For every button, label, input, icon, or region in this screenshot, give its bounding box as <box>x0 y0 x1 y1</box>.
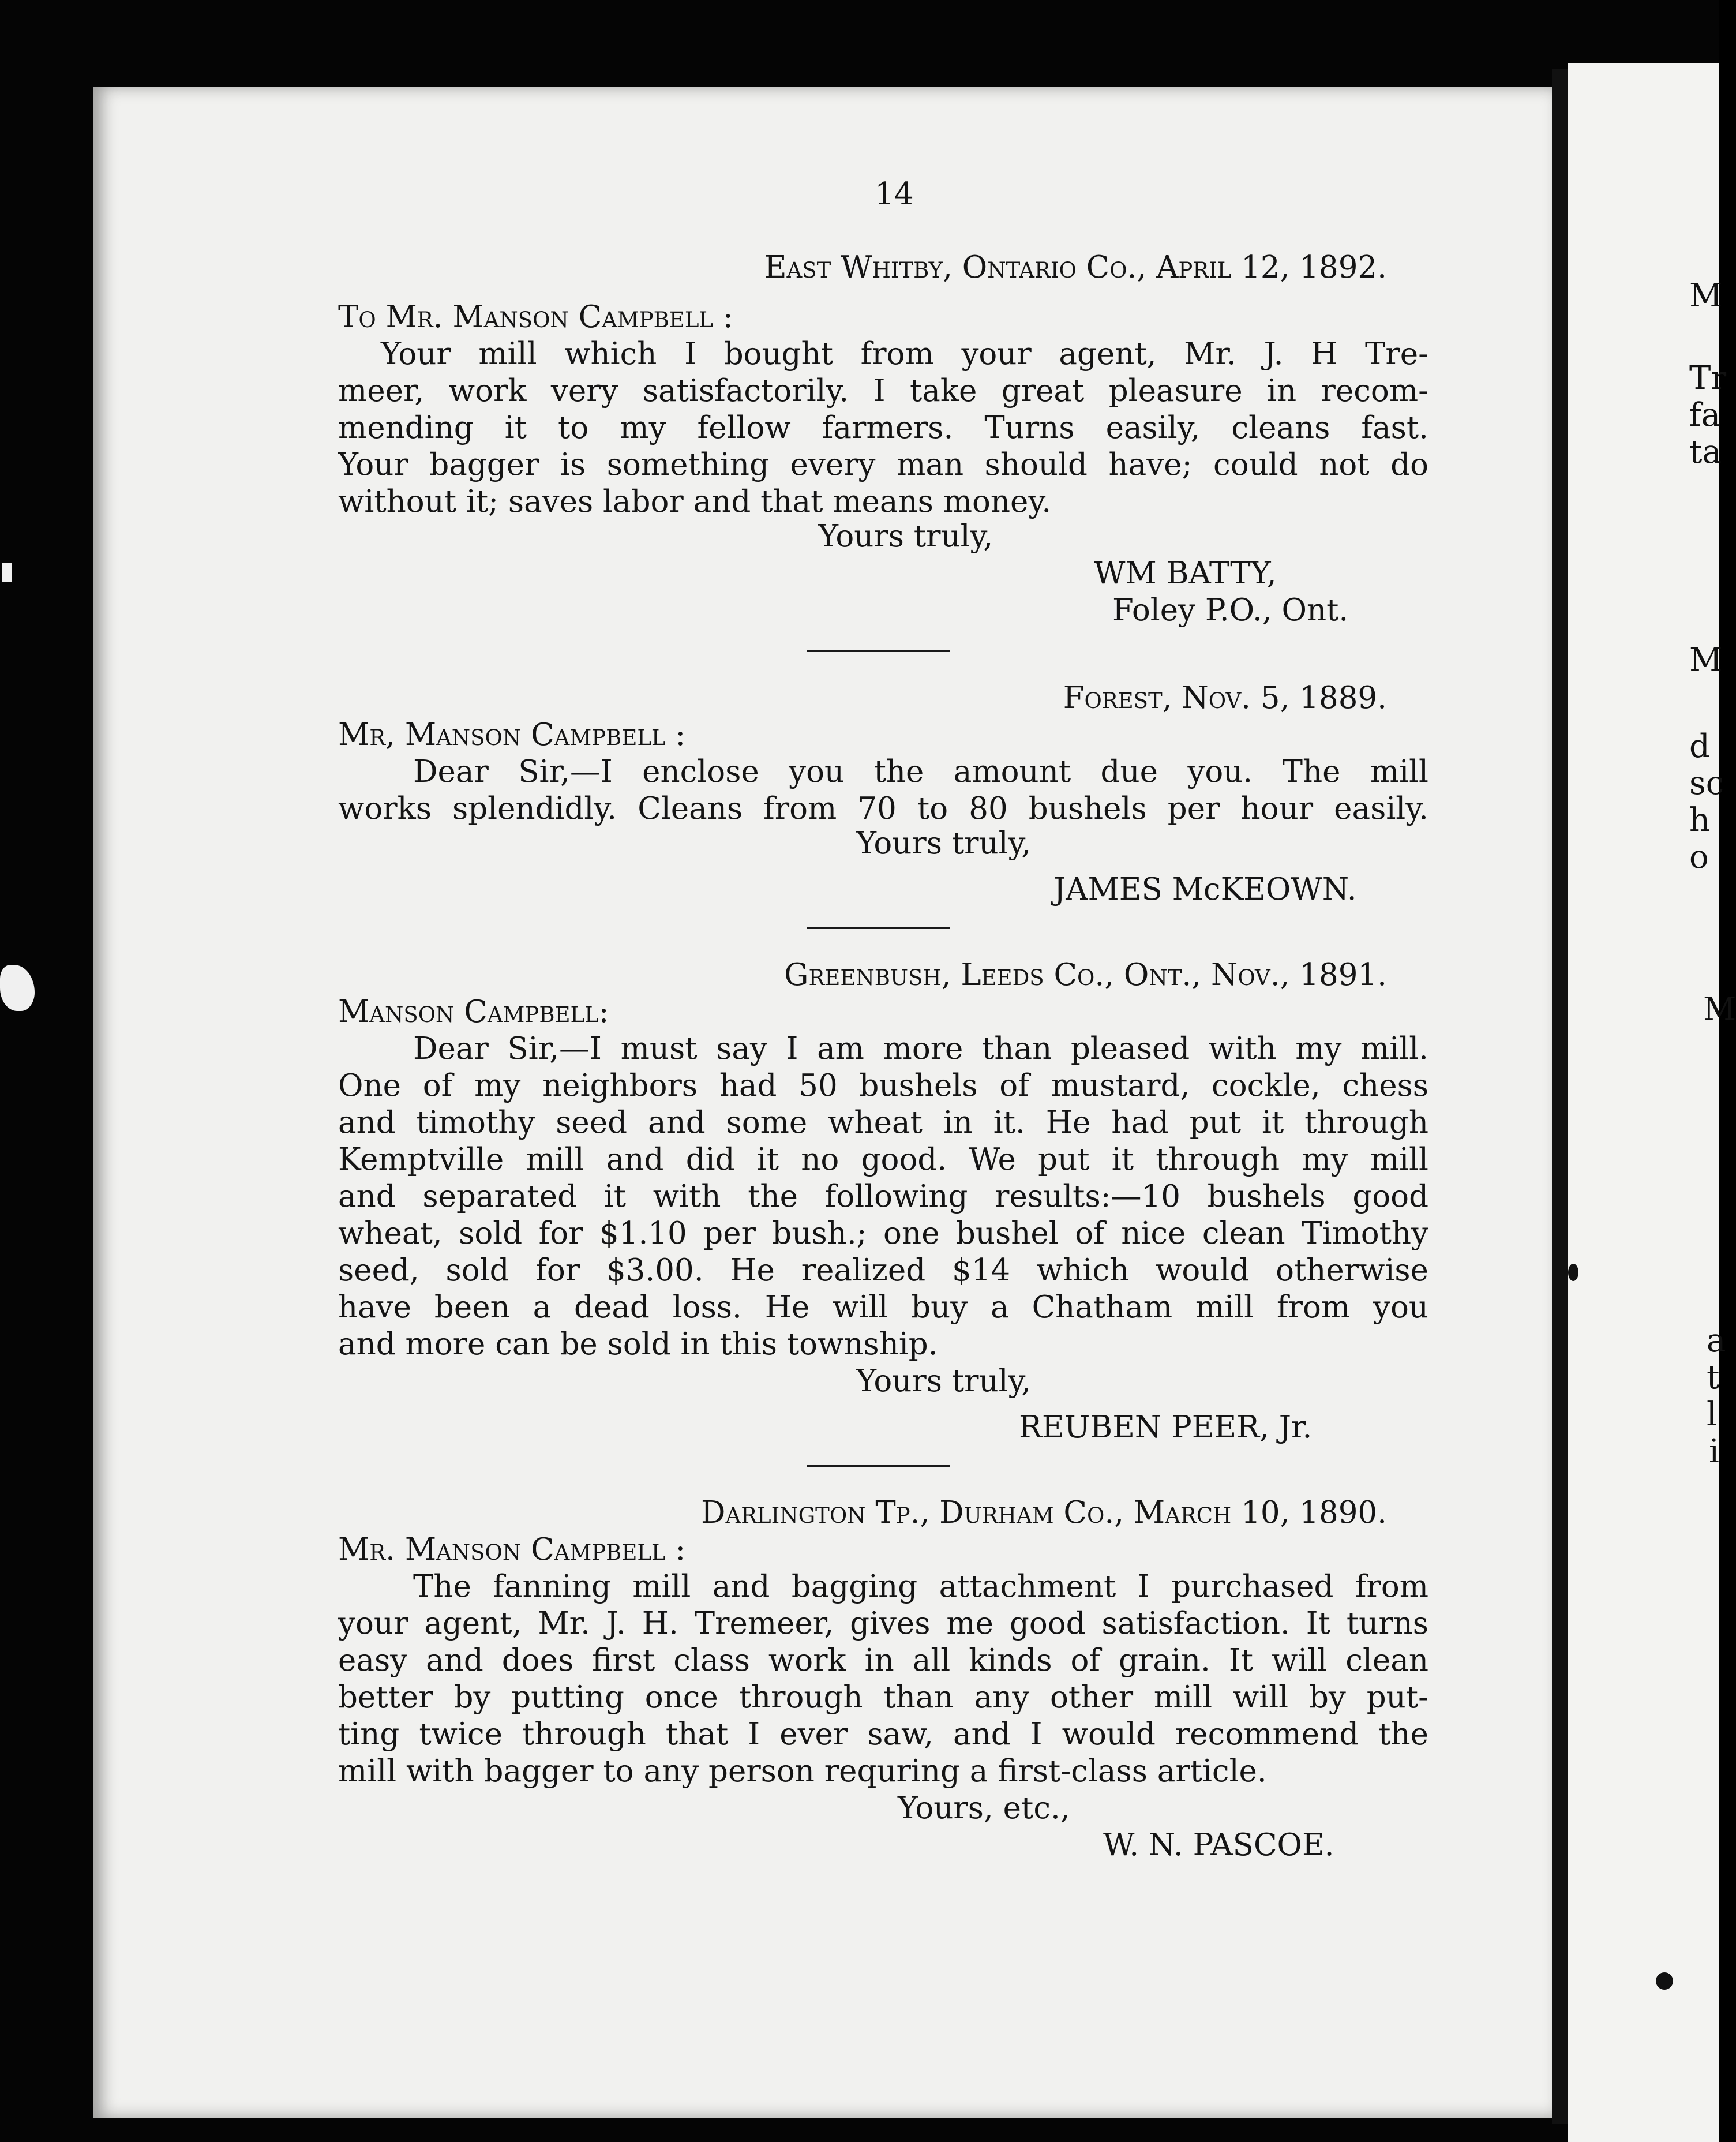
letter-1-body-line: without it; saves labor and that means money. <box>338 484 1052 519</box>
letter-4-body-line: The fanning mill and bagging attachment I purchased from <box>413 1569 1428 1604</box>
letter-2-dateline: Forest, Nov. 5, 1889. <box>1063 680 1387 716</box>
scan-blemish <box>0 965 35 1011</box>
letter-2-signature: JAMES McKEOWN. <box>1053 872 1357 907</box>
adjacent-fragment: o <box>1689 838 1709 876</box>
letter-3-body-line: Kemptville mill and did it no good. We put it through my mill <box>338 1142 1428 1177</box>
adjacent-fragment: ta <box>1689 433 1722 471</box>
letter-3-dateline: Greenbush, Leeds Co., Ont., Nov., 1891. <box>784 957 1387 993</box>
letter-1-body-line: meer, work very satisfactorily. I take great pleasure in recom- <box>338 373 1428 409</box>
section-divider <box>807 927 950 929</box>
letter-3-closing: Yours truly, <box>856 1364 1032 1399</box>
adjacent-fragment: h <box>1689 802 1711 839</box>
letter-1-address: Foley P.O., Ont. <box>1112 593 1349 628</box>
letter-2-body-line: works splendidly. Cleans from 70 to 80 bushels per hour easily. <box>338 791 1428 826</box>
letter-4-closing: Yours, etc., <box>898 1791 1070 1826</box>
adjacent-fragment: a <box>1707 1322 1726 1360</box>
letter-2-salutation: Mr, Manson Campbell : <box>338 717 686 752</box>
adjacent-fragment: Tr <box>1689 360 1727 397</box>
letter-3-body-line: have been a dead loss. He will buy a Chatham mill from you <box>338 1290 1428 1325</box>
letter-1-dateline: East Whitby, Ontario Co., April 12, 1892. <box>764 250 1387 285</box>
letter-4-body-line: better by putting once through than any other mill will by put- <box>338 1680 1428 1715</box>
adjacent-fragment: sc <box>1689 765 1724 802</box>
section-divider <box>807 1465 950 1467</box>
letter-3-body-line: wheat, sold for $1.10 per bush.; one bushel of nice clean Timothy <box>338 1216 1428 1251</box>
letter-3-body-line: and separated it with the following results:—10 bushels good <box>338 1179 1428 1214</box>
letter-3-salutation: Manson Campbell: <box>338 994 609 1029</box>
letter-3-body-line: seed, sold for $3.00. He realized $14 which would otherwise <box>338 1253 1428 1288</box>
letter-1-closing: Yours truly, <box>818 519 993 554</box>
adjacent-fragment: l <box>1707 1396 1717 1433</box>
adjacent-fragment: M <box>1689 277 1723 314</box>
letter-3-signature: REUBEN PEER, Jr. <box>1019 1410 1313 1445</box>
adjacent-fragment: d <box>1689 728 1710 765</box>
letter-4-body-line: mill with bagger to any person requring a first-class article. <box>338 1754 1267 1789</box>
scan-blemish <box>2 563 12 582</box>
adjacent-fragment: M <box>1703 991 1736 1028</box>
letter-1-body-line: mending it to my fellow farmers. Turns easily, cleans fast. <box>338 410 1428 445</box>
letter-1-salutation: To Mr. Manson Campbell : <box>338 299 733 335</box>
page-number: 14 <box>875 177 914 212</box>
letter-4-signature: W. N. PASCOE. <box>1103 1828 1334 1863</box>
letter-4-body-line: ting twice through that I ever saw, and I would recommend the <box>338 1717 1428 1752</box>
adjacent-fragment: i <box>1709 1433 1719 1470</box>
letter-4-body-line: your agent, Mr. J. H. Tremeer, gives me good satisfaction. It turns <box>338 1606 1428 1641</box>
scan-blemish <box>1568 1264 1578 1281</box>
letter-2-closing: Yours truly, <box>856 826 1032 861</box>
letter-3-body-line: Dear Sir,—I must say I am more than pleased with my mill. <box>413 1031 1428 1066</box>
adjacent-fragment: t <box>1707 1359 1720 1396</box>
letter-2-body-line: Dear Sir,—I enclose you the amount due you. The mill <box>413 754 1428 789</box>
scan-blemish <box>1656 1972 1673 1990</box>
book-gutter <box>1552 69 1568 2124</box>
letter-3-body-line: and timothy seed and some wheat in it. He had put it through <box>338 1105 1428 1140</box>
letter-4-salutation: Mr. Manson Campbell : <box>338 1532 686 1567</box>
adjacent-fragment: M <box>1689 641 1723 679</box>
letter-1-body-line: Your mill which I bought from your agent, Mr. J. H Tre- <box>381 336 1428 372</box>
letter-3-body-line: and more can be sold in this township. <box>338 1327 938 1362</box>
letter-4-body-line: easy and does first class work in all kinds of grain. It will clean <box>338 1643 1428 1678</box>
letter-1-body-line: Your bagger is something every man should have; could not do <box>338 447 1428 482</box>
letter-3-body-line: One of my neighbors had 50 bushels of mustard, cockle, chess <box>338 1068 1428 1103</box>
letter-1-signature: WM BATTY, <box>1094 556 1277 591</box>
adjacent-fragment: fa <box>1689 396 1721 434</box>
section-divider <box>807 650 950 652</box>
letter-4-dateline: Darlington Tp., Durham Co., March 10, 1890. <box>700 1495 1387 1530</box>
